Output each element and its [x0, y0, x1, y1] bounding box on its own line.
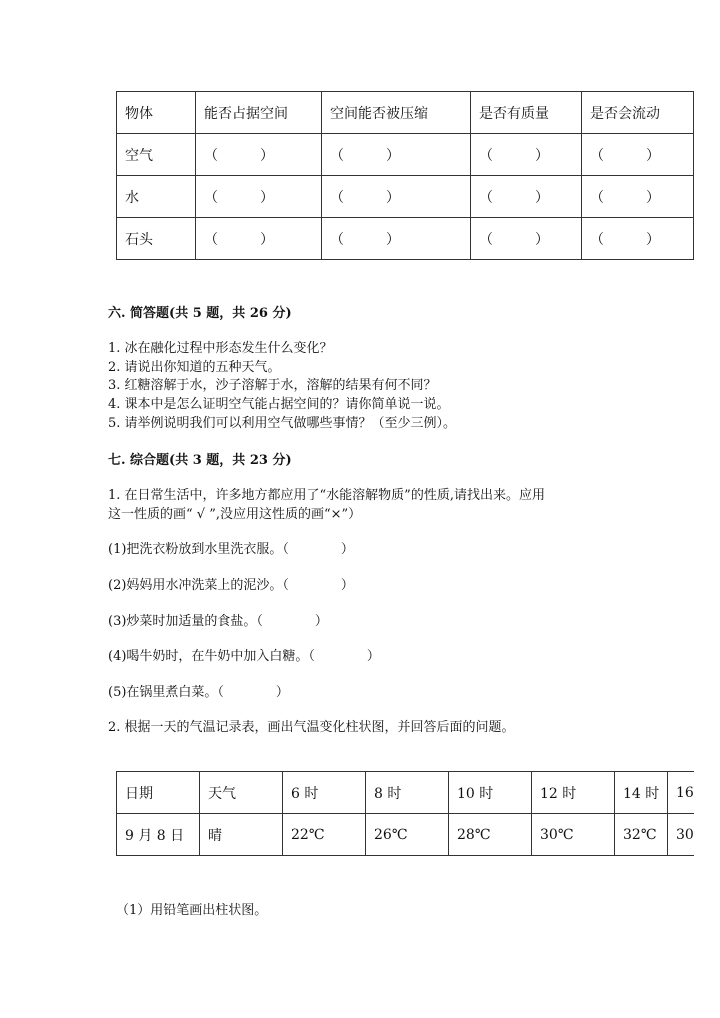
- table-row: [117, 134, 694, 176]
- answer-blank[interactable]: （ ）: [582, 134, 694, 176]
- judge-item: (3)炒菜时加适量的食盐。（ ）: [108, 614, 328, 629]
- header-cell: 14 时: [615, 772, 668, 814]
- row-label: 石头: [117, 218, 196, 260]
- question-line: 2. 请说出你知道的五种天气。: [108, 360, 281, 375]
- header-cell: 空间能否被压缩: [322, 92, 471, 134]
- answer-blank[interactable]: （ ）: [196, 176, 322, 218]
- judge-item: (5)在锅里煮白菜。（ ）: [108, 685, 289, 700]
- table-cell: 32℃: [615, 814, 668, 856]
- answer-blank[interactable]: （ ）: [196, 134, 322, 176]
- temperature-table: [116, 771, 694, 856]
- answer-blank[interactable]: （ ）: [471, 218, 582, 260]
- answer-blank[interactable]: （ ）: [196, 218, 322, 260]
- table-row: [117, 176, 694, 218]
- answer-blank[interactable]: （ ）: [582, 218, 694, 260]
- table-cell: 22℃: [283, 814, 366, 856]
- judge-item: (4)喝牛奶时，在牛奶中加入白糖。（ ）: [108, 649, 380, 664]
- question-line: 5. 请举例说明我们可以利用空气做哪些事情？（至少三例）。: [108, 416, 457, 431]
- table-cell: 30: [668, 814, 694, 856]
- answer-blank[interactable]: （ ）: [471, 134, 582, 176]
- header-cell: 是否有质量: [471, 92, 582, 134]
- table-row: [117, 218, 694, 260]
- table-cell: 26℃: [366, 814, 449, 856]
- table-header-row: [117, 772, 694, 814]
- answer-blank[interactable]: （ ）: [582, 176, 694, 218]
- question-line: 2. 根据一天的气温记录表，画出气温变化柱状图，并回答后面的问题。: [108, 720, 515, 735]
- question-line: 1. 在日常生活中，许多地方都应用了“水能溶解物质”的性质,请找出来。应用: [108, 488, 545, 503]
- answer-blank[interactable]: （ ）: [471, 176, 582, 218]
- table-cell: 28℃: [449, 814, 532, 856]
- question-line: 4. 课本中是怎么证明空气能占据空间的？请你简单说一说。: [108, 397, 450, 412]
- header-cell: 10 时: [449, 772, 532, 814]
- answer-blank[interactable]: （ ）: [322, 176, 471, 218]
- table-row: [117, 814, 694, 856]
- row-label: 水: [117, 176, 196, 218]
- header-cell: 天气: [200, 772, 283, 814]
- table-cell: 晴: [200, 814, 283, 856]
- header-cell: 6 时: [283, 772, 366, 814]
- question-line: 1. 冰在融化过程中形态发生什么变化？: [108, 341, 333, 356]
- question-line: 这一性质的画“ √ ”,没应用这性质的画“×”）: [108, 507, 362, 522]
- row-label: 空气: [117, 134, 196, 176]
- judge-item: (2)妈妈用水冲洗菜上的泥沙。（ ）: [108, 578, 354, 593]
- properties-table: [116, 91, 694, 260]
- section-7-title: 七. 综合题(共 3 题，共 23 分): [108, 453, 292, 468]
- header-cell: 8 时: [366, 772, 449, 814]
- answer-blank[interactable]: （ ）: [322, 134, 471, 176]
- header-cell: 16: [668, 772, 694, 814]
- header-cell: 12 时: [532, 772, 615, 814]
- section-6-title: 六. 简答题(共 5 题，共 26 分): [108, 306, 292, 321]
- table-cell: 9 月 8 日: [117, 814, 200, 856]
- header-cell: 能否占据空间: [196, 92, 322, 134]
- table-header-row: [117, 92, 694, 134]
- table-cell: 30℃: [532, 814, 615, 856]
- header-cell: 物体: [117, 92, 196, 134]
- question-line: 3. 红糖溶解于水，沙子溶解于水，溶解的结果有何不同？: [108, 378, 437, 393]
- sub-question: （1）用铅笔画出柱状图。: [116, 903, 268, 918]
- header-cell: 日期: [117, 772, 200, 814]
- header-cell: 是否会流动: [582, 92, 694, 134]
- answer-blank[interactable]: （ ）: [322, 218, 471, 260]
- judge-item: (1)把洗衣粉放到水里洗衣服。（ ）: [108, 542, 354, 557]
